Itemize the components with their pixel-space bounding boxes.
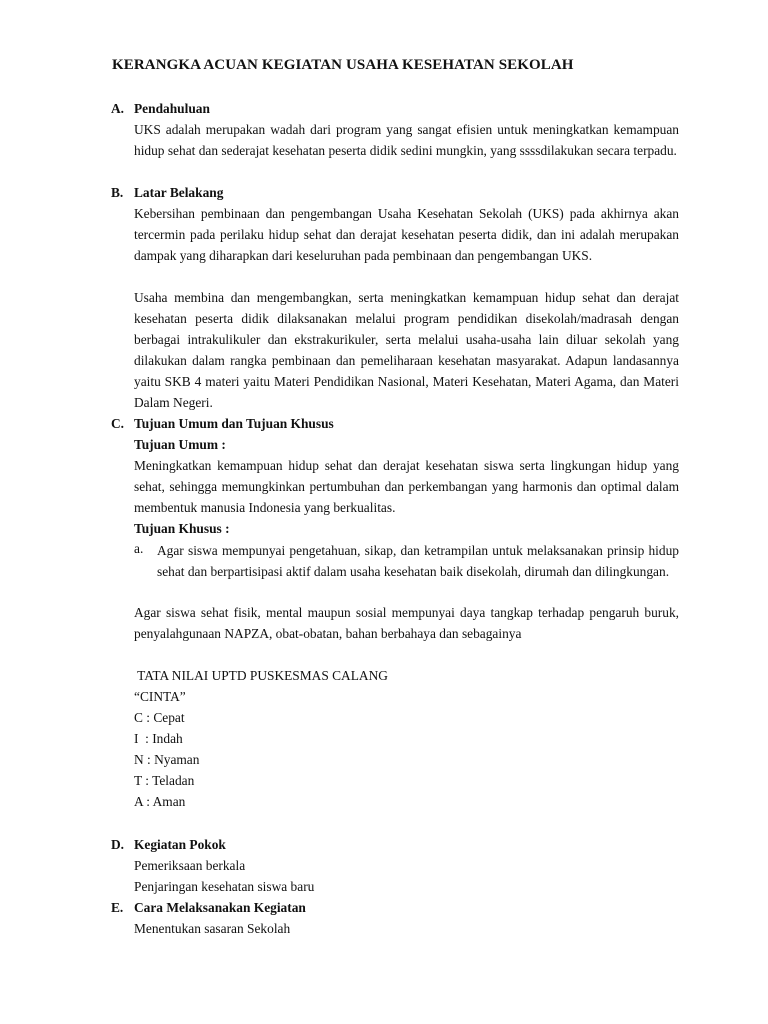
document-title: KERANGKA ACUAN KEGIATAN USAHA KESEHATAN SEKOLAH — [112, 57, 574, 73]
section-d-letter: D. — [111, 837, 125, 852]
tujuan-khusus-heading: Tujuan Khusus : — [134, 521, 230, 536]
section-d-item: Pemeriksaan berkala — [134, 858, 246, 873]
tujuan-khusus-extra: Agar siswa sehat fisik, mental maupun sosial mempunyai daya tangkap terhadap pengaruh buruk, penyalahgunaan NAPZA, obat-obatan, bahan berbahaya dan sebagainya — [134, 605, 679, 641]
tujuan-umum-heading: Tujuan Umum : — [134, 437, 226, 452]
section-e-heading: Cara Melaksanakan Kegiatan — [134, 900, 306, 915]
section-c-heading: Tujuan Umum dan Tujuan Khusus — [134, 416, 334, 431]
tujuan-umum-body: Meningkatkan kemampuan hidup sehat dan derajat kesehatan siswa serta lingkungan hidup yang sehat, sehingga memungkinkan pertumbuhan dan perkembangan yang harmonis dan optimal dalam membentuk manusia Indonesia yang berkualitas. — [134, 458, 679, 515]
tata-nilai-heading: TATA NILAI UPTD PUSKESMAS CALANG — [134, 668, 388, 683]
section-a-letter: A. — [111, 101, 125, 116]
section-b-letter: B. — [111, 185, 124, 200]
tujuan-khusus-item-text: Agar siswa mempunyai pengetahuan, sikap, dan ketrampilan untuk melaksanakan prinsip hidup sehat dan berpartisipasi aktif dalam usaha kesehatan baik disekolah, dirumah dan dilingkungan. — [157, 543, 679, 579]
tata-nilai-item: T : Teladan — [134, 773, 195, 788]
tata-nilai-item: N : Nyaman — [134, 752, 200, 767]
section-c-letter: C. — [111, 416, 125, 431]
section-d-item: Penjaringan kesehatan siswa baru — [134, 879, 315, 894]
tata-nilai-item: A : Aman — [134, 794, 186, 809]
tata-nilai-item: I : Indah — [134, 731, 183, 746]
section-a-body: UKS adalah merupakan wadah dari program yang sangat efisien untuk meningkatkan kemampuan hidup sehat dan sederajat kesehatan peserta didik sedini mungkin, yang ssssdilakukan secara terpadu. — [134, 122, 679, 158]
section-e-letter: E. — [111, 900, 124, 915]
section-a-heading: Pendahuluan — [134, 101, 210, 116]
section-d-heading: Kegiatan Pokok — [134, 837, 226, 852]
tata-nilai-motto: “CINTA” — [134, 689, 186, 704]
tata-nilai-item: C : Cepat — [134, 710, 185, 725]
section-b-paragraph-1: Kebersihan pembinaan dan pengembangan Usaha Kesehatan Sekolah (UKS) pada akhirnya akan tercermin pada perilaku hidup sehat dan derajat kesehatan peserta didik, dan ini adalah merupakan dampak yang diharapkan dari keseluruhan pada pembinaan dan pengembangan UKS. — [134, 206, 679, 263]
tujuan-khusus-item-marker: a. — [134, 541, 144, 556]
section-b-paragraph-2: Usaha membina dan mengembangkan, serta meningkatkan kemampuan hidup sehat dan derajat kesehatan peserta didik dilaksanakan melalui program pendidikan disekolah/madrasah dengan berbagai intrakulikuler dan ekstrakurikuler, serta melalui usaha-usaha lain diluar sekolah yang dilakukan dalam rangka pembinaan dan pemeliharaan kesehatan masyarakat. Adapun landasannya yaitu SKB 4 materi yaitu Materi Pendidikan Nasional, Materi Kesehatan, Materi Agama, dan Materi Dalam Negeri. — [134, 290, 679, 410]
section-b-heading: Latar Belakang — [134, 185, 224, 200]
section-e-item: Menentukan sasaran Sekolah — [134, 921, 291, 936]
